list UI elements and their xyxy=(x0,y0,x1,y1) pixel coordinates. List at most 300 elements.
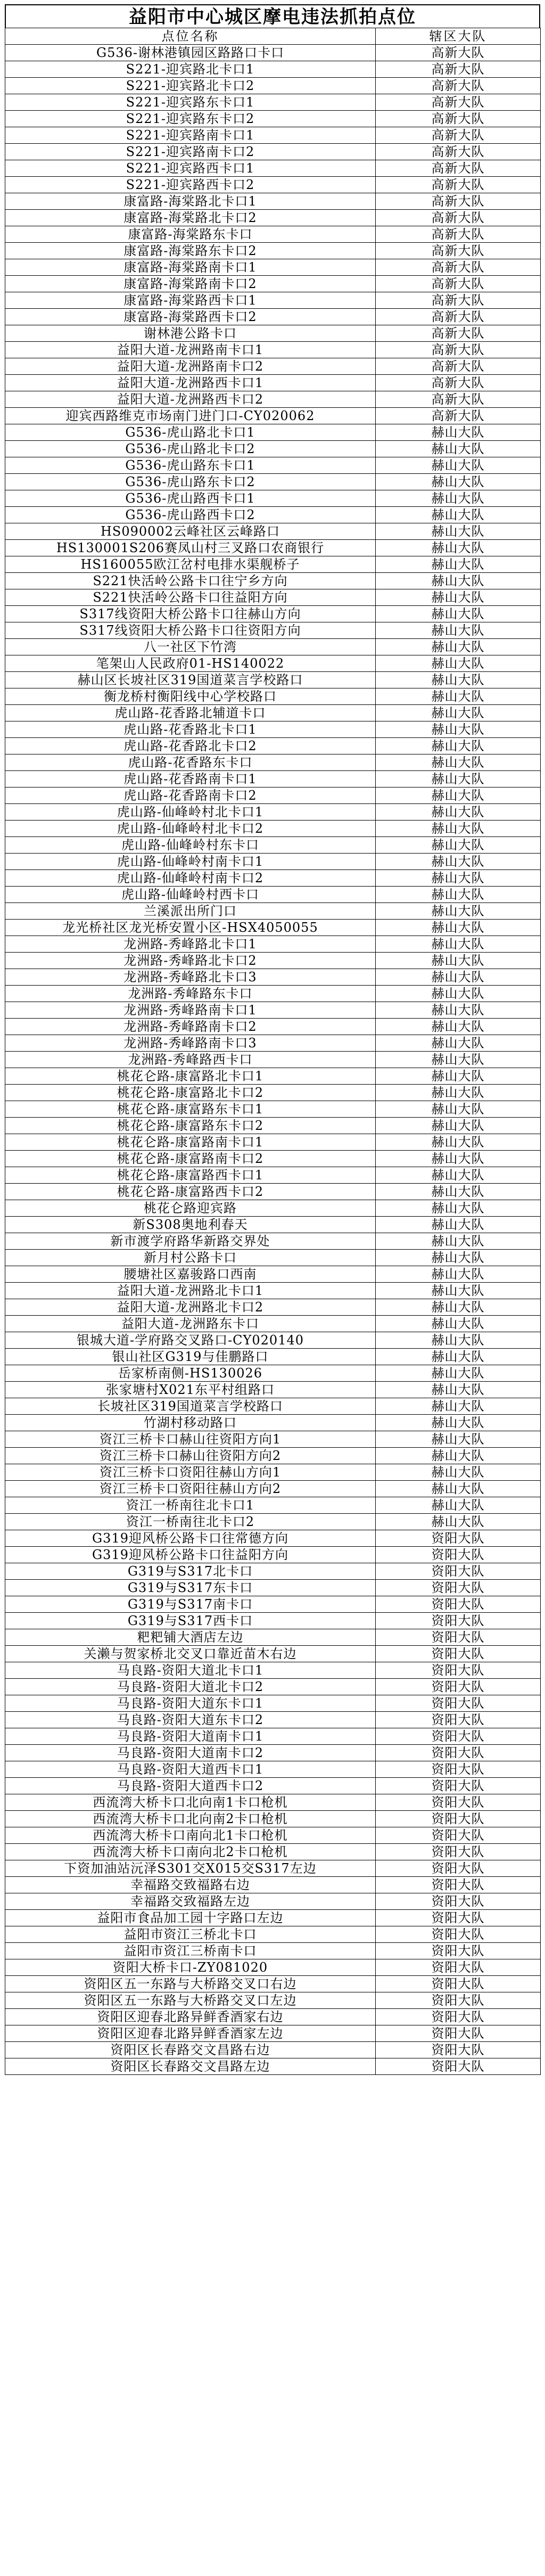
cell-unit: 高新大队 xyxy=(376,45,541,61)
cell-unit: 高新大队 xyxy=(376,243,541,259)
cell-location: G319迎风桥公路卡口往益阳方向 xyxy=(5,1547,376,1563)
cell-unit: 赫山大队 xyxy=(376,639,541,655)
table-row xyxy=(5,259,541,276)
cell-unit: 资阳大队 xyxy=(376,1844,541,1860)
cell-unit: 赫山大队 xyxy=(376,771,541,787)
table-row xyxy=(5,1613,541,1629)
table-row xyxy=(5,342,541,358)
cell-location: G319与S317北卡口 xyxy=(5,1563,376,1580)
table-row xyxy=(5,1299,541,1316)
cell-location: 新S308奥地利春天 xyxy=(5,1217,376,1233)
cell-location: 银城大道-学府路交叉路口-CY020140 xyxy=(5,1332,376,1349)
cell-location: S221-迎宾路南卡口1 xyxy=(5,127,376,144)
table-row xyxy=(5,1943,541,1959)
cell-location: 虎山路-花香路南卡口1 xyxy=(5,771,376,787)
table-row xyxy=(5,920,541,936)
table-row xyxy=(5,936,541,953)
cell-location: 虎山路-花香路北卡口2 xyxy=(5,738,376,754)
table-row xyxy=(5,1811,541,1827)
cell-location: 腰塘社区嘉骏路口西南 xyxy=(5,1266,376,1283)
cell-location: 桃花仑路-康富路东卡口1 xyxy=(5,1101,376,1118)
cell-location: 桃花仑路-康富路南卡口1 xyxy=(5,1134,376,1151)
table-row xyxy=(5,1794,541,1811)
table-row xyxy=(5,94,541,111)
cell-location: 西流湾大桥卡口北向南2卡口枪机 xyxy=(5,1811,376,1827)
cell-unit: 赫山大队 xyxy=(376,688,541,705)
cell-location: 桃花仑路-康富路东卡口2 xyxy=(5,1118,376,1134)
cell-unit: 赫山大队 xyxy=(376,854,541,870)
cell-location: 益阳市资江三桥北卡口 xyxy=(5,1926,376,1943)
cell-location: 康富路-海棠路南卡口2 xyxy=(5,276,376,292)
cell-unit: 资阳大队 xyxy=(376,1811,541,1827)
table-row xyxy=(5,622,541,639)
cell-location: S221快活岭公路卡口往宁乡方向 xyxy=(5,573,376,589)
header-row xyxy=(5,28,541,45)
cell-location: 桃花仑路-康富路北卡口1 xyxy=(5,1068,376,1085)
cell-location: 龙光桥社区龙光桥安置小区-HSX4050055 xyxy=(5,920,376,936)
cell-unit: 高新大队 xyxy=(376,111,541,127)
cell-location: 桃花仑路-康富路西卡口2 xyxy=(5,1184,376,1200)
cell-unit: 赫山大队 xyxy=(376,1365,541,1382)
cell-location: 益阳大道-龙洲路西卡口2 xyxy=(5,391,376,408)
cell-location: HS090002云峰社区云峰路口 xyxy=(5,523,376,540)
cell-unit: 赫山大队 xyxy=(376,903,541,920)
cell-unit: 高新大队 xyxy=(376,276,541,292)
spreadsheet xyxy=(5,4,540,2075)
cell-unit: 赫山大队 xyxy=(376,1019,541,1035)
cell-unit: 赫山大队 xyxy=(376,540,541,556)
cell-unit: 赫山大队 xyxy=(376,787,541,804)
cell-unit: 赫山大队 xyxy=(376,953,541,969)
header-location: 点位名称 xyxy=(5,28,376,45)
table-row xyxy=(5,1728,541,1745)
cell-unit: 资阳大队 xyxy=(376,2042,541,2058)
cell-location: 虎山路-花香路北卡口1 xyxy=(5,721,376,738)
cell-location: 龙洲路-秀峰路南卡口3 xyxy=(5,1035,376,1052)
cell-unit: 赫山大队 xyxy=(376,1217,541,1233)
cell-location: 资阳区五一东路与大桥路交叉口左边 xyxy=(5,1992,376,2009)
cell-location: 马良路-资阳大道北卡口2 xyxy=(5,1679,376,1695)
cell-unit: 高新大队 xyxy=(376,160,541,177)
table-row xyxy=(5,1992,541,2009)
cell-location: 马良路-资阳大道南卡口2 xyxy=(5,1745,376,1761)
table-row xyxy=(5,1745,541,1761)
cell-unit: 资阳大队 xyxy=(376,1728,541,1745)
cell-location: 益阳大道-龙洲路东卡口 xyxy=(5,1316,376,1332)
cell-location: 益阳大道-龙洲路北卡口1 xyxy=(5,1283,376,1299)
table-row xyxy=(5,1118,541,1134)
table-row xyxy=(5,1101,541,1118)
table-row xyxy=(5,1464,541,1481)
cell-unit: 赫山大队 xyxy=(376,1250,541,1266)
table-row xyxy=(5,1085,541,1101)
table-row xyxy=(5,1778,541,1794)
cell-location: 马良路-资阳大道北卡口1 xyxy=(5,1662,376,1679)
table-row xyxy=(5,1431,541,1448)
cell-unit: 赫山大队 xyxy=(376,424,541,441)
cell-location: G536-虎山路东卡口2 xyxy=(5,474,376,490)
cell-unit: 赫山大队 xyxy=(376,1200,541,1217)
cell-unit: 资阳大队 xyxy=(376,1910,541,1926)
table-row xyxy=(5,721,541,738)
cell-location: 马良路-资阳大道西卡口1 xyxy=(5,1761,376,1778)
cell-location: 桃花仑路-康富路南卡口2 xyxy=(5,1151,376,1167)
cell-unit: 赫山大队 xyxy=(376,573,541,589)
cell-unit: 资阳大队 xyxy=(376,1827,541,1844)
cell-unit: 赫山大队 xyxy=(376,1382,541,1398)
cell-unit: 赫山大队 xyxy=(376,837,541,854)
cell-location: 虎山路-花香路南卡口2 xyxy=(5,787,376,804)
cell-location: 虎山路-仙峰岭村南卡口1 xyxy=(5,854,376,870)
cell-unit: 赫山大队 xyxy=(376,606,541,622)
table-row xyxy=(5,1415,541,1431)
cell-unit: 资阳大队 xyxy=(376,1745,541,1761)
cell-unit: 赫山大队 xyxy=(376,969,541,986)
table-row xyxy=(5,1844,541,1860)
cell-location: 银山社区G319与佳鹏路口 xyxy=(5,1349,376,1365)
cell-unit: 赫山大队 xyxy=(376,589,541,606)
cell-unit: 赫山大队 xyxy=(376,1431,541,1448)
table-row xyxy=(5,160,541,177)
cell-unit: 赫山大队 xyxy=(376,1398,541,1415)
table-row xyxy=(5,1926,541,1943)
table-row xyxy=(5,391,541,408)
table-row xyxy=(5,1233,541,1250)
enforcement-points-table xyxy=(5,28,541,2075)
table-row xyxy=(5,325,541,342)
cell-unit: 资阳大队 xyxy=(376,1547,541,1563)
cell-unit: 高新大队 xyxy=(376,61,541,78)
cell-location: 马良路-资阳大道南卡口1 xyxy=(5,1728,376,1745)
cell-location: 竹湖村移动路口 xyxy=(5,1415,376,1431)
table-row xyxy=(5,1530,541,1547)
cell-location: 粑粑铺大酒店左边 xyxy=(5,1629,376,1646)
cell-unit: 高新大队 xyxy=(376,342,541,358)
cell-location: 益阳大道-龙洲路北卡口2 xyxy=(5,1299,376,1316)
cell-unit: 高新大队 xyxy=(376,309,541,325)
cell-unit: 资阳大队 xyxy=(376,1613,541,1629)
table-row xyxy=(5,474,541,490)
table-row xyxy=(5,193,541,210)
cell-location: G319与S317东卡口 xyxy=(5,1580,376,1596)
table-body xyxy=(5,45,541,2075)
table-row xyxy=(5,1382,541,1398)
cell-unit: 资阳大队 xyxy=(376,1563,541,1580)
table-row xyxy=(5,490,541,507)
cell-location: S221-迎宾路北卡口1 xyxy=(5,61,376,78)
cell-unit: 高新大队 xyxy=(376,408,541,424)
table-row xyxy=(5,556,541,573)
cell-unit: 高新大队 xyxy=(376,94,541,111)
cell-unit: 赫山大队 xyxy=(376,705,541,721)
cell-location: 康富路-海棠路南卡口1 xyxy=(5,259,376,276)
cell-location: 龙洲路-秀峰路南卡口1 xyxy=(5,1002,376,1019)
table-row xyxy=(5,953,541,969)
table-row xyxy=(5,375,541,391)
cell-unit: 赫山大队 xyxy=(376,1332,541,1349)
cell-unit: 资阳大队 xyxy=(376,1646,541,1662)
cell-unit: 赫山大队 xyxy=(376,804,541,821)
cell-unit: 赫山大队 xyxy=(376,870,541,887)
cell-location: 谢林港公路卡口 xyxy=(5,325,376,342)
cell-unit: 赫山大队 xyxy=(376,523,541,540)
table-row xyxy=(5,1563,541,1580)
header-unit: 辖区大队 xyxy=(376,28,541,45)
table-row xyxy=(5,1712,541,1728)
cell-unit: 赫山大队 xyxy=(376,1349,541,1365)
cell-location: S221-迎宾路南卡口2 xyxy=(5,144,376,160)
cell-unit: 资阳大队 xyxy=(376,2025,541,2042)
table-row xyxy=(5,1250,541,1266)
table-row xyxy=(5,309,541,325)
table-row xyxy=(5,1217,541,1233)
cell-location: 资阳区迎春北路异鲜香酒家右边 xyxy=(5,2009,376,2025)
table-row xyxy=(5,754,541,771)
cell-unit: 赫山大队 xyxy=(376,1464,541,1481)
table-row xyxy=(5,1596,541,1613)
cell-location: 资江三桥卡口赫山往资阳方向1 xyxy=(5,1431,376,1448)
cell-location: G536-虎山路北卡口2 xyxy=(5,441,376,457)
table-row xyxy=(5,1052,541,1068)
cell-unit: 资阳大队 xyxy=(376,1580,541,1596)
table-row xyxy=(5,540,541,556)
cell-unit: 高新大队 xyxy=(376,391,541,408)
cell-unit: 赫山大队 xyxy=(376,1002,541,1019)
cell-unit: 赫山大队 xyxy=(376,1497,541,1514)
table-row xyxy=(5,243,541,259)
cell-location: S317线资阳大桥公路卡口往赫山方向 xyxy=(5,606,376,622)
cell-unit: 高新大队 xyxy=(376,193,541,210)
cell-unit: 资阳大队 xyxy=(376,1662,541,1679)
cell-unit: 资阳大队 xyxy=(376,1943,541,1959)
cell-unit: 赫山大队 xyxy=(376,622,541,639)
cell-location: 资江三桥卡口资阳往赫山方向2 xyxy=(5,1481,376,1497)
table-row xyxy=(5,226,541,243)
cell-unit: 赫山大队 xyxy=(376,920,541,936)
cell-location: G536-虎山路西卡口2 xyxy=(5,507,376,523)
cell-unit: 赫山大队 xyxy=(376,1184,541,1200)
cell-unit: 赫山大队 xyxy=(376,1035,541,1052)
cell-unit: 资阳大队 xyxy=(376,1629,541,1646)
table-row xyxy=(5,507,541,523)
cell-unit: 赫山大队 xyxy=(376,738,541,754)
table-row xyxy=(5,1068,541,1085)
cell-unit: 赫山大队 xyxy=(376,821,541,837)
cell-unit: 高新大队 xyxy=(376,226,541,243)
table-row xyxy=(5,1976,541,1992)
table-row xyxy=(5,1398,541,1415)
cell-location: G536-谢林港镇园区路路口卡口 xyxy=(5,45,376,61)
cell-location: 迎宾西路维克市场南门进门口-CY020062 xyxy=(5,408,376,424)
table-row xyxy=(5,1860,541,1877)
cell-unit: 资阳大队 xyxy=(376,1860,541,1877)
cell-location: S221-迎宾路东卡口2 xyxy=(5,111,376,127)
table-row xyxy=(5,61,541,78)
cell-location: G319与S317南卡口 xyxy=(5,1596,376,1613)
cell-unit: 高新大队 xyxy=(376,259,541,276)
cell-unit: 赫山大队 xyxy=(376,1266,541,1283)
cell-unit: 赫山大队 xyxy=(376,490,541,507)
table-row xyxy=(5,1200,541,1217)
cell-unit: 资阳大队 xyxy=(376,1794,541,1811)
cell-location: 幸福路交致福路右边 xyxy=(5,1877,376,1893)
cell-unit: 高新大队 xyxy=(376,127,541,144)
table-row xyxy=(5,1646,541,1662)
table-row xyxy=(5,573,541,589)
cell-location: 兰溪派出所门口 xyxy=(5,903,376,920)
table-row xyxy=(5,854,541,870)
cell-location: 长坡社区319国道菜言学校路口 xyxy=(5,1398,376,1415)
cell-location: 康富路-海棠路西卡口1 xyxy=(5,292,376,309)
cell-unit: 赫山大队 xyxy=(376,1052,541,1068)
table-row xyxy=(5,1827,541,1844)
cell-location: 康富路-海棠路东卡口2 xyxy=(5,243,376,259)
table-row xyxy=(5,1365,541,1382)
cell-unit: 资阳大队 xyxy=(376,1992,541,2009)
table-row xyxy=(5,1910,541,1926)
cell-location: 益阳大道-龙洲路南卡口1 xyxy=(5,342,376,358)
cell-unit: 高新大队 xyxy=(376,292,541,309)
cell-unit: 赫山大队 xyxy=(376,1101,541,1118)
table-row xyxy=(5,177,541,193)
cell-unit: 赫山大队 xyxy=(376,1233,541,1250)
cell-unit: 赫山大队 xyxy=(376,556,541,573)
cell-unit: 资阳大队 xyxy=(376,1778,541,1794)
cell-location: 益阳大道-龙洲路西卡口1 xyxy=(5,375,376,391)
table-row xyxy=(5,589,541,606)
cell-location: 龙洲路-秀峰路东卡口 xyxy=(5,986,376,1002)
cell-location: 桃花仑路-康富路北卡口2 xyxy=(5,1085,376,1101)
cell-location: G319迎风桥公路卡口往常德方向 xyxy=(5,1530,376,1547)
table-row xyxy=(5,457,541,474)
table-row xyxy=(5,672,541,688)
table-row xyxy=(5,1184,541,1200)
cell-location: 马良路-资阳大道东卡口1 xyxy=(5,1695,376,1712)
cell-location: 衡龙桥村衡阳线中心学校路口 xyxy=(5,688,376,705)
table-row xyxy=(5,292,541,309)
cell-unit: 赫山大队 xyxy=(376,1481,541,1497)
cell-location: 虎山路-仙峰岭村南卡口2 xyxy=(5,870,376,887)
table-row xyxy=(5,1893,541,1910)
table-row xyxy=(5,45,541,61)
table-row xyxy=(5,903,541,920)
table-row xyxy=(5,1349,541,1365)
cell-location: 龙洲路-秀峰路南卡口2 xyxy=(5,1019,376,1035)
table-row xyxy=(5,523,541,540)
cell-location: 关濑与贺家桥北交叉口靠近苗木右边 xyxy=(5,1646,376,1662)
cell-location: 资江一桥南往北卡口1 xyxy=(5,1497,376,1514)
cell-unit: 赫山大队 xyxy=(376,1167,541,1184)
cell-location: 资江一桥南往北卡口2 xyxy=(5,1514,376,1530)
cell-unit: 赫山大队 xyxy=(376,672,541,688)
cell-unit: 资阳大队 xyxy=(376,1530,541,1547)
cell-location: 康富路-海棠路北卡口1 xyxy=(5,193,376,210)
table-row xyxy=(5,1151,541,1167)
table-row xyxy=(5,1662,541,1679)
cell-location: 虎山路-仙峰岭村东卡口 xyxy=(5,837,376,854)
cell-unit: 赫山大队 xyxy=(376,1415,541,1431)
table-row xyxy=(5,1019,541,1035)
cell-unit: 赫山大队 xyxy=(376,1151,541,1167)
cell-location: 资江三桥卡口资阳往赫山方向1 xyxy=(5,1464,376,1481)
cell-location: 龙洲路-秀峰路西卡口 xyxy=(5,1052,376,1068)
cell-location: 资阳区长春路交文昌路右边 xyxy=(5,2042,376,2058)
table-row xyxy=(5,424,541,441)
cell-location: 桃花仑路-康富路西卡口1 xyxy=(5,1167,376,1184)
cell-unit: 赫山大队 xyxy=(376,1085,541,1101)
table-row xyxy=(5,127,541,144)
cell-location: 资阳大桥卡口-ZY081020 xyxy=(5,1959,376,1976)
cell-unit: 赫山大队 xyxy=(376,936,541,953)
cell-location: 幸福路交致福路左边 xyxy=(5,1893,376,1910)
cell-unit: 高新大队 xyxy=(376,177,541,193)
cell-unit: 高新大队 xyxy=(376,325,541,342)
cell-location: 马良路-资阳大道西卡口2 xyxy=(5,1778,376,1794)
table-row xyxy=(5,837,541,854)
table-row xyxy=(5,210,541,226)
cell-location: 益阳大道-龙洲路南卡口2 xyxy=(5,358,376,375)
table-row xyxy=(5,771,541,787)
cell-unit: 资阳大队 xyxy=(376,2009,541,2025)
cell-unit: 赫山大队 xyxy=(376,721,541,738)
cell-location: HS130001S206赛凤山村三叉路口农商银行 xyxy=(5,540,376,556)
table-row xyxy=(5,738,541,754)
table-row xyxy=(5,639,541,655)
cell-location: HS160055欧江岔村电排水渠舰桥子 xyxy=(5,556,376,573)
cell-unit: 赫山大队 xyxy=(376,441,541,457)
cell-unit: 资阳大队 xyxy=(376,1761,541,1778)
cell-location: 虎山路-仙峰岭村北卡口1 xyxy=(5,804,376,821)
cell-location: 康富路-海棠路北卡口2 xyxy=(5,210,376,226)
table-row xyxy=(5,358,541,375)
table-row xyxy=(5,1580,541,1596)
cell-location: G536-虎山路东卡口1 xyxy=(5,457,376,474)
cell-unit: 高新大队 xyxy=(376,210,541,226)
cell-location: S221-迎宾路东卡口1 xyxy=(5,94,376,111)
cell-location: 资阳区五一东路与大桥路交叉口右边 xyxy=(5,1976,376,1992)
cell-location: 岳家桥南侧-HS130026 xyxy=(5,1365,376,1382)
cell-location: S317线资阳大桥公路卡口往资阳方向 xyxy=(5,622,376,639)
cell-location: 赫山区长坡社区319国道菜言学校路口 xyxy=(5,672,376,688)
table-row xyxy=(5,1481,541,1497)
table-row xyxy=(5,276,541,292)
cell-location: 龙洲路-秀峰路北卡口1 xyxy=(5,936,376,953)
cell-location: 新月村公路卡口 xyxy=(5,1250,376,1266)
table-row xyxy=(5,1695,541,1712)
table-row xyxy=(5,804,541,821)
cell-unit: 资阳大队 xyxy=(376,1596,541,1613)
cell-unit: 赫山大队 xyxy=(376,474,541,490)
cell-location: 资阳区长春路交文昌路左边 xyxy=(5,2058,376,2075)
cell-location: 虎山路-仙峰岭村西卡口 xyxy=(5,887,376,903)
cell-location: 笔架山人民政府01-HS140022 xyxy=(5,655,376,672)
table-row xyxy=(5,2058,541,2075)
table-row xyxy=(5,1283,541,1299)
cell-location: 龙洲路-秀峰路北卡口2 xyxy=(5,953,376,969)
table-row xyxy=(5,1877,541,1893)
cell-unit: 赫山大队 xyxy=(376,1118,541,1134)
cell-unit: 赫山大队 xyxy=(376,655,541,672)
table-row xyxy=(5,1332,541,1349)
cell-location: 资江三桥卡口赫山往资阳方向2 xyxy=(5,1448,376,1464)
cell-location: 虎山路-花香路北辅道卡口 xyxy=(5,705,376,721)
table-row xyxy=(5,1514,541,1530)
cell-location: 下资加油站沅泽S301交X015交S317左边 xyxy=(5,1860,376,1877)
cell-unit: 资阳大队 xyxy=(376,1976,541,1992)
cell-location: 桃花仑路迎宾路 xyxy=(5,1200,376,1217)
cell-location: G319与S317西卡口 xyxy=(5,1613,376,1629)
cell-location: G536-虎山路西卡口1 xyxy=(5,490,376,507)
